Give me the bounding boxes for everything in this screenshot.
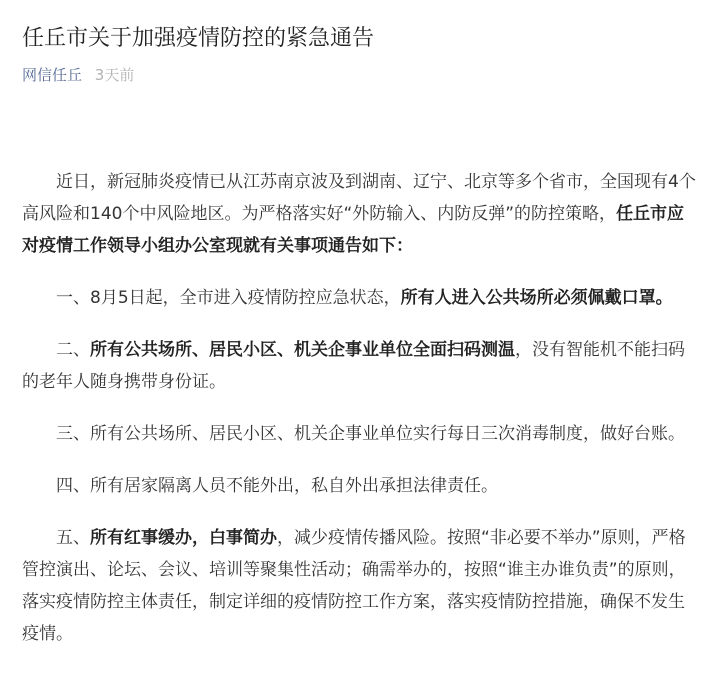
- article-title: 任丘市关于加强疫情防控的紧急通告: [22, 26, 375, 51]
- author-link[interactable]: 网信任丘: [22, 66, 83, 84]
- article-meta: [22, 64, 134, 86]
- paragraph-item-1: [22, 282, 698, 314]
- paragraph-intro: [22, 166, 698, 262]
- paragraph-text: ，没有智能机不能扫码的老年人随身携带身份证。: [22, 340, 685, 392]
- publish-time: 3天前: [94, 66, 135, 84]
- paragraph-bold-text: 所有红事缓办，白事简办: [90, 528, 277, 548]
- paragraph-text: 四、所有居家隔离人员不能外出，私自外出承担法律责任。: [56, 476, 498, 496]
- paragraph-item-2: [22, 334, 698, 398]
- paragraph-bold-text: 所有公共场所、居民小区、机关企事业单位全面扫码测温: [90, 340, 515, 360]
- paragraph-bold-text: 任丘市应对疫情工作领导小组办公室现就有关事项通告如下：: [22, 204, 685, 256]
- paragraph-item-4: [22, 470, 698, 502]
- paragraph-text: 近日，新冠肺炎疫情已从江苏南京波及到湖南、辽宁、北京等多个省市，全国现有4个高风险和140个中风险地区。为严格落实好“外防输入、内防反弹”的防控策略，: [22, 172, 696, 224]
- paragraph-item-5: [22, 522, 698, 650]
- paragraph-lead: 二、: [56, 340, 90, 360]
- paragraph-item-3: [22, 418, 698, 450]
- paragraph-text: ，减少疫情传播风险。按照“非必要不举办”原则，严格管控演出、论坛、会议、培训等聚集性活动；确需举办的，按照“谁主办谁负责”的原则，落实疫情防控主体责任，制定详细的疫情防控工作方案，落实疫情防控措施，确保不发生疫情。: [22, 528, 686, 644]
- paragraph-lead: 五、: [56, 528, 90, 548]
- paragraph-bold-text: 所有人进入公共场所必须佩戴口罩。: [400, 288, 673, 308]
- paragraph-text: 三、所有公共场所、居民小区、机关企事业单位实行每日三次消毒制度，做好台账。: [56, 424, 685, 444]
- paragraph-text: 一、8月5日起，全市进入疫情防控应急状态，: [56, 288, 401, 308]
- article-body: [22, 166, 698, 670]
